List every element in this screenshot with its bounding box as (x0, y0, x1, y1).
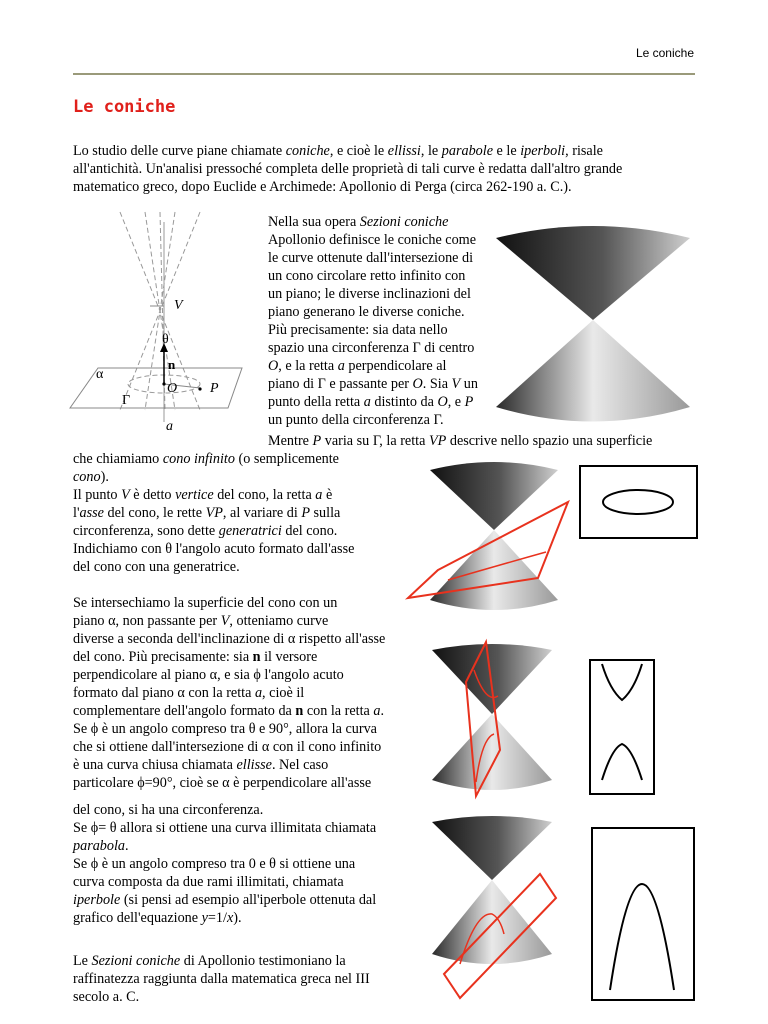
conclusion-line-1: Le Sezioni coniche di Apollonio testimoniano la (73, 953, 346, 969)
sezioni-line-7: Più precisamente: sia data nello (268, 322, 448, 338)
cono-line-3: Il punto V è detto vertice del cono, la retta a è (73, 487, 333, 503)
sezioni-line-12: un punto della circonferenza Γ. (268, 412, 444, 428)
sezioni-line-10: piano di Γ e passante per O. Sia V un (268, 376, 478, 392)
sezione-line-8: Se ϕ è un angolo compreso tra θ e 90°, allora la curva (73, 721, 377, 737)
sezione-line-4: del cono. Più precisamente: sia n il versore (73, 649, 318, 665)
sezione-line-5: perpendicolare al piano α, e sia ϕ l'angolo acuto (73, 667, 344, 683)
parabola-section-figure (430, 814, 690, 1014)
cono-line-7: del cono con una generatrice. (73, 559, 240, 575)
intro-line-3: matematico greco, dopo Euclide e Archimede: Apollonio di Perga (circa 262-190 a. C.). (73, 179, 572, 195)
sezioni-line-9: O, e la retta a perpendicolare al (268, 358, 447, 374)
conclusion-line-2: raffinatezza raggiunta dalla matematica greca nel III (73, 971, 370, 987)
sezione-line-7: complementare dell'angolo formato da n con la retta a. (73, 703, 385, 719)
sezione-line-13: Se ϕ= θ allora si ottiene una curva illimitata chiamata (73, 820, 377, 836)
sezione-line-10: è una curva chiusa chiamata ellisse. Nel caso (73, 757, 329, 773)
double-cone-figure (493, 220, 693, 435)
sezioni-line-2: Apollonio definisce le coniche come (268, 232, 477, 248)
sezione-line-14: parabola. (73, 838, 129, 854)
sezione-line-2: piano α, non passante per V, otteniamo curve (73, 613, 329, 629)
sezione-line-11: particolare ϕ=90°, cioè se α è perpendicolare all'asse (73, 775, 372, 791)
intro-line-1: Lo studio delle curve piane chiamate coniche, e cioè le ellissi, le parabole e le iperboli, risale (73, 143, 603, 159)
label-v: V (174, 298, 183, 313)
sezioni-line-4: un cono circolare retto infinito con (268, 268, 466, 284)
sezioni-line-13: Mentre P varia su Γ, la retta VP descrive nello spazio una superficie (268, 433, 653, 449)
page-title: Le coniche (73, 97, 176, 117)
label-alpha: α (96, 367, 104, 382)
intro-line-2: all'antichità. Un'analisi pressoché completa delle proprietà di tali curve è redatta dall'altro grande (73, 161, 623, 177)
sezioni-line-3: le curve ottenute dall'intersezione di (268, 250, 474, 266)
sezione-line-6: formato dal piano α con la retta a, cioè il (73, 685, 305, 701)
label-o: O (167, 381, 178, 396)
cono-line-6: Indichiamo con θ l'angolo acuto formato dall'asse (73, 541, 355, 557)
label-theta: θ (162, 332, 169, 347)
ellipse-section-figure (408, 458, 708, 628)
cono-line-4: l'asse del cono, le rette VP, al variare di P sulla (73, 505, 341, 521)
sezione-line-9: che si ottiene dall'intersezione di α con il cono infinito (73, 739, 382, 755)
label-gamma: Γ (122, 393, 131, 408)
label-p: P (210, 381, 219, 396)
sezioni-line-11: punto della retta a distinto da O, e P (268, 394, 474, 410)
cono-line-2: cono). (73, 469, 109, 485)
header-rule (73, 73, 695, 75)
sezione-line-1: Se intersechiamo la superficie del cono con un (73, 595, 338, 611)
sezione-line-16: curva composta da due rami illimitati, chiamata (73, 874, 344, 890)
sezione-line-3: diverse a seconda dell'inclinazione di α rispetto all'asse (73, 631, 386, 647)
label-a: a (166, 419, 173, 434)
sezione-line-12: del cono, si ha una circonferenza. (73, 802, 264, 818)
cono-line-5: circonferenza, sono dette generatrici del cono. (73, 523, 338, 539)
sezione-line-18: grafico dell'equazione y=1/x). (73, 910, 242, 926)
sezione-line-17: iperbole (si pensi ad esempio all'iperbole ottenuta dal (73, 892, 377, 908)
sezioni-line-8: spazio una circonferenza Γ di centro (268, 340, 475, 356)
cone-diagram (70, 212, 260, 447)
running-header: Le coniche (635, 46, 694, 60)
cono-line-1: che chiamiamo cono infinito (o semplicemente (73, 451, 339, 467)
sezioni-line-5: un piano; le diverse inclinazioni del (268, 286, 471, 302)
sezioni-line-6: piano generano le diverse coniche. (268, 304, 465, 320)
hyperbola-section-figure (430, 642, 690, 802)
conclusion-line-3: secolo a. C. (73, 989, 140, 1005)
label-n: n (168, 357, 176, 372)
sezioni-line-1: Nella sua opera Sezioni coniche (268, 214, 449, 230)
sezione-line-15: Se ϕ è un angolo compreso tra 0 e θ si ottiene una (73, 856, 356, 872)
